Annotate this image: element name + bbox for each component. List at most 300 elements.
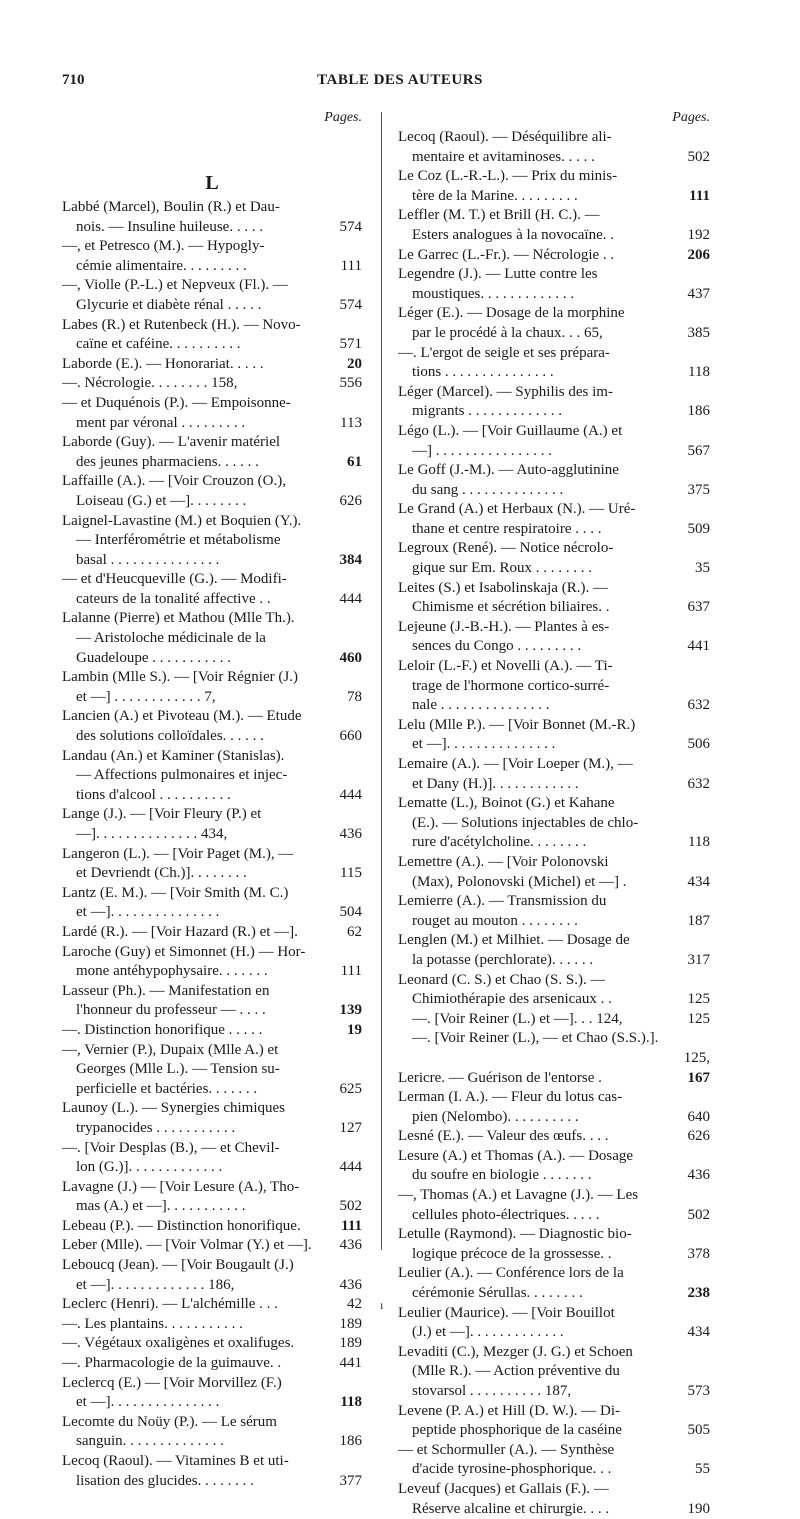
entry-line: [398, 226, 710, 246]
index-entry: [62, 1041, 362, 1100]
page-reference: 167: [687, 1069, 710, 1086]
entry-text: Lelu (Mlle P.). — [Voir Bonnet (M.-R.): [398, 716, 636, 733]
index-entry: [62, 1413, 362, 1452]
entry-text: —. Nécrologie. . . . . . . . 158,: [62, 375, 238, 392]
entry-line: [398, 363, 710, 383]
entry-text: Léger (Marcel). — Syphilis des im-: [398, 383, 613, 400]
entry-line: [62, 962, 362, 982]
entry-line: [62, 1178, 362, 1198]
index-entry: [398, 931, 710, 970]
entry-text: la potasse (perchlorate). . . . . .: [412, 951, 594, 968]
entry-text: trage de l'hormone cortico-surré-: [412, 677, 610, 694]
entry-line: [398, 1206, 710, 1226]
index-entry: [62, 1315, 362, 1335]
page-reference: 385: [687, 324, 710, 341]
entry-line: [398, 735, 710, 755]
entry-text: Launoy (L.). — Synergies chimiques: [62, 1100, 286, 1117]
entry-line: [62, 649, 362, 669]
page-reference: 20: [347, 355, 362, 372]
page-reference: 111: [689, 187, 710, 204]
entry-line: [62, 629, 362, 649]
index-entry: [62, 982, 362, 1021]
page-reference: 444: [339, 590, 362, 607]
entry-line: [62, 1315, 362, 1335]
entry-line: [398, 1362, 710, 1382]
entry-line: [62, 414, 362, 434]
entry-text: Lesné (E.). — Valeur des œufs. . . .: [398, 1128, 609, 1145]
entry-line: [62, 884, 362, 904]
entry-text: Glycurie et diabète rénal . . . . .: [76, 296, 262, 313]
entry-line: [398, 265, 710, 285]
index-entry: [62, 1374, 362, 1413]
page-reference: 378: [687, 1245, 710, 1262]
index-entry: [398, 1343, 710, 1402]
page-reference: 436: [687, 1167, 710, 1184]
entry-line: [62, 1276, 362, 1296]
page-reference: 637: [687, 599, 710, 616]
entry-text: Leloir (L.-F.) et Novelli (A.). — Ti-: [398, 658, 613, 675]
entry-line: [62, 570, 362, 590]
page-reference: 42: [347, 1296, 362, 1313]
entry-line: [62, 707, 362, 727]
entry-line: [398, 1441, 710, 1461]
entry-text: Laborde (Guy). — L'avenir matériel: [62, 434, 281, 451]
entry-line: [62, 551, 362, 571]
entry-line: [62, 943, 362, 963]
entry-text: cémie alimentaire. . . . . . . . .: [76, 257, 247, 274]
page-reference: 113: [340, 414, 362, 431]
entry-text: Lardé (R.). — [Voir Hazard (R.) et —].: [62, 923, 298, 940]
entry-text: — et d'Heucqueville (G.). — Modifi-: [62, 571, 287, 588]
entry-line: [62, 512, 362, 532]
entry-text: Lecoq (Raoul). — Déséquilibre ali-: [398, 129, 612, 145]
entry-line: [62, 1080, 362, 1100]
entry-text: lisation des glucides. . . . . . . .: [76, 1472, 254, 1489]
index-entry: [62, 570, 362, 609]
index-entry: [62, 355, 362, 375]
entry-text: (J.) et —]. . . . . . . . . . . . .: [412, 1324, 564, 1341]
entry-list: [62, 198, 362, 1491]
entry-line: [398, 206, 710, 226]
entry-line: [398, 794, 710, 814]
entry-text: Lange (J.). — [Voir Fleury (P.) et: [62, 806, 262, 823]
index-entry: [398, 755, 710, 794]
index-entry: [398, 383, 710, 422]
entry-line: [398, 775, 710, 795]
entry-line: [62, 1432, 362, 1452]
entry-line: [62, 590, 362, 610]
page-reference: 504: [339, 904, 362, 921]
entry-line: [62, 1099, 362, 1119]
entry-line: [398, 187, 710, 207]
index-entry: [398, 422, 710, 461]
entry-line: [398, 1010, 710, 1030]
index-entry: [62, 805, 362, 844]
entry-line: [398, 1304, 710, 1324]
index-entry: [62, 394, 362, 433]
entry-text: moustiques. . . . . . . . . . . . .: [412, 285, 575, 302]
page-reference: 238: [687, 1285, 710, 1302]
entry-text: Georges (Mlle L.). — Tension su-: [76, 1061, 280, 1078]
index-entry: [62, 1021, 362, 1041]
page-reference: 384: [339, 551, 362, 568]
page-reference: 206: [687, 246, 710, 263]
entry-text: Lemettre (A.). — [Voir Polonovski: [398, 853, 609, 870]
entry-line: [398, 657, 710, 677]
pages-label: Pages.: [324, 110, 362, 125]
entry-text: — Aristoloche médicinale de la: [76, 630, 266, 647]
entry-text: nale . . . . . . . . . . . . . . .: [412, 697, 550, 714]
entry-text: ment par véronal . . . . . . . . .: [76, 414, 246, 431]
entry-text: —, Vernier (P.), Dupaix (Mlle A.) et: [62, 1041, 279, 1058]
page-reference: 436: [339, 1276, 362, 1293]
index-entry: [398, 1225, 710, 1264]
index-entry: [62, 1178, 362, 1217]
entry-text: tions . . . . . . . . . . . . . . .: [412, 364, 554, 381]
entry-line: [62, 1295, 362, 1315]
entry-text: Le Goff (J.-M.). — Auto-agglutinine: [398, 462, 619, 479]
entry-line: [62, 453, 362, 473]
entry-text: (Max), Polonovski (Michel) et —] .: [412, 873, 627, 890]
entry-text: —] . . . . . . . . . . . . . . . .: [412, 442, 552, 459]
entry-line: [398, 539, 710, 559]
entry-line: [398, 304, 710, 324]
page-reference: 61: [347, 453, 362, 470]
right-column: [398, 108, 710, 1519]
entry-line: [398, 422, 710, 442]
entry-line: [398, 461, 710, 481]
entry-text: Lerman (I. A.). — Fleur du lotus cas-: [398, 1089, 623, 1106]
entry-text: (Mlle R.). — Action préventive du: [412, 1363, 620, 1380]
entry-text: Lebeau (P.). — Distinction honorifique.: [62, 1217, 301, 1234]
entry-line: [398, 481, 710, 501]
entry-text: — Affections pulmonaires et injec-: [76, 767, 288, 784]
entry-text: du soufre en biologie . . . . . . .: [412, 1167, 592, 1184]
index-entry: [398, 500, 710, 539]
page-reference: 78: [347, 688, 362, 705]
entry-text: Loiseau (G.) et —]. . . . . . . .: [76, 492, 247, 509]
entry-text: sanguin. . . . . . . . . . . . . .: [76, 1433, 224, 1450]
entry-line: [62, 688, 362, 708]
index-entry: [62, 943, 362, 982]
entry-text: Leclercq (E.) — [Voir Morvillez (F.): [62, 1374, 282, 1391]
page-reference: 626: [339, 492, 362, 509]
entry-text: Le Garrec (L.-Fr.). — Nécrologie . .: [398, 246, 615, 263]
entry-text: Levene (P. A.) et Hill (D. W.). — Di-: [398, 1402, 621, 1419]
index-entry: [398, 1147, 710, 1186]
page-reference: 125,: [683, 1049, 710, 1066]
entry-line: [62, 1158, 362, 1178]
entry-line: [398, 128, 710, 148]
entry-line: [398, 931, 710, 951]
entry-text: stovarsol . . . . . . . . . . 187,: [412, 1383, 572, 1399]
index-entry: [62, 472, 362, 511]
entry-text: —. [Voir Desplas (B.), — et Chevil-: [62, 1139, 280, 1156]
page-reference: 505: [687, 1422, 710, 1439]
entry-line: [398, 1225, 710, 1245]
entry-text: —. Végétaux oxaligènes et oxalifuges.: [62, 1335, 295, 1352]
entry-text: Le Grand (A.) et Herbaux (N.). — Uré-: [398, 501, 636, 518]
entry-line: [398, 873, 710, 893]
entry-text: des solutions colloïdales. . . . . .: [76, 728, 264, 745]
entry-text: —. Pharmacologie de la guimauve. .: [62, 1355, 282, 1372]
entry-line: [62, 355, 362, 375]
entry-text: basal . . . . . . . . . . . . . . .: [76, 551, 220, 568]
page-reference: 571: [339, 336, 362, 353]
entry-text: cateurs de la tonalité affective . .: [76, 590, 271, 607]
page-reference: 567: [687, 442, 710, 459]
entry-line: [62, 257, 362, 277]
index-entry: [398, 1480, 710, 1519]
entry-text: et Dany (H.)]. . . . . . . . . . . .: [412, 775, 579, 792]
entry-line: [398, 1343, 710, 1363]
page-reference: 187: [687, 912, 710, 929]
entry-text: — et Schormuller (A.). — Synthèse: [398, 1441, 615, 1458]
page-reference: 625: [339, 1080, 362, 1097]
entry-line: [398, 1284, 710, 1304]
entry-list: [398, 128, 710, 1519]
entry-text: —. [Voir Reiner (L.), — et Chao (S.S.).].: [412, 1030, 659, 1047]
entry-line: [398, 1127, 710, 1147]
entry-text: Legendre (J.). — Lutte contre les: [398, 266, 598, 283]
running-title: TABLE DES AUTEURS: [317, 72, 483, 88]
entry-text: Leulier (Maurice). — [Voir Bouillot: [398, 1304, 615, 1321]
index-entry: [62, 1295, 362, 1315]
page-reference: 556: [339, 375, 362, 392]
entry-text: et —] . . . . . . . . . . . . 7,: [76, 688, 216, 705]
entry-line: [398, 1421, 710, 1441]
entry-text: Leonard (C. S.) et Chao (S. S.). —: [398, 971, 606, 988]
entry-line: [62, 472, 362, 492]
entry-text: Leulier (A.). — Conférence lors de la: [398, 1265, 624, 1282]
entry-text: tions d'alcool . . . . . . . . . .: [76, 786, 231, 803]
page-reference: 125: [687, 991, 710, 1008]
entry-text: et —]. . . . . . . . . . . . . . .: [412, 736, 556, 753]
entry-text: cellules photo-électriques. . . . .: [412, 1206, 600, 1223]
entry-line: [398, 1264, 710, 1284]
entry-line: [398, 892, 710, 912]
index-entry: [62, 1139, 362, 1178]
page-reference: 192: [687, 226, 710, 243]
entry-line: [62, 1021, 362, 1041]
entry-text: mone antéhypophysaire. . . . . . .: [76, 963, 268, 980]
entry-text: Chimisme et sécrétion biliaires. .: [412, 599, 610, 616]
page-reference: 186: [339, 1433, 362, 1450]
index-entry: [398, 1127, 710, 1147]
entry-text: —, Violle (P.-L.) et Nepveux (Fl.). —: [62, 277, 288, 294]
entry-text: rouget au mouton . . . . . . . .: [412, 912, 578, 929]
entry-line: [62, 923, 362, 943]
entry-line: [62, 982, 362, 1002]
entry-text: rure d'acétylcholine. . . . . . . .: [412, 834, 587, 851]
entry-line: [398, 500, 710, 520]
index-entry: [398, 128, 710, 167]
entry-line: [398, 1108, 710, 1128]
entry-line: [398, 833, 710, 853]
entry-text: Labbé (Marcel), Boulin (R.) et Dau-: [62, 199, 280, 215]
entry-text: et Devriendt (Ch.)]. . . . . . . .: [76, 865, 247, 882]
index-entry: [62, 433, 362, 472]
entry-line: [62, 276, 362, 296]
entry-line: [62, 668, 362, 688]
index-entry: [62, 1256, 362, 1295]
page-reference: 460: [339, 649, 362, 666]
entry-line: [398, 716, 710, 736]
entry-line: [62, 492, 362, 512]
page-reference: 111: [340, 257, 362, 274]
entry-line: [398, 637, 710, 657]
page-reference: 111: [340, 963, 362, 980]
entry-text: Levaditi (C.), Mezger (J. G.) et Schoen: [398, 1343, 633, 1360]
entry-line: [62, 1256, 362, 1276]
entry-line: [62, 237, 362, 257]
entry-line: [398, 559, 710, 579]
entry-line: [398, 1029, 710, 1049]
index-entry: [398, 579, 710, 618]
page-reference: 626: [687, 1128, 710, 1145]
page-reference: 434: [687, 873, 710, 890]
entry-text: Lantz (E. M.). — [Voir Smith (M. C.): [62, 884, 289, 901]
entry-text: Labes (R.) et Rutenbeck (H.). — Novo-: [62, 316, 301, 333]
index-entry: [62, 1236, 362, 1256]
entry-text: des jeunes pharmaciens. . . . . .: [76, 453, 259, 470]
page-reference: 125: [687, 1010, 710, 1027]
entry-text: —, et Petresco (M.). — Hypogly-: [62, 238, 265, 255]
entry-line: [62, 805, 362, 825]
entry-line: [398, 1088, 710, 1108]
entry-line: [398, 755, 710, 775]
entry-text: Leclerc (Henri). — L'alchémille . . .: [62, 1296, 278, 1313]
entry-text: du sang . . . . . . . . . . . . . .: [412, 481, 564, 498]
page-reference: 19: [347, 1021, 362, 1038]
entry-line: [62, 198, 362, 218]
entry-line: [398, 853, 710, 873]
entry-line: [398, 402, 710, 422]
entry-text: Lematte (L.), Boinot (G.) et Kahane: [398, 795, 615, 812]
index-entry: [398, 892, 710, 931]
entry-line: [62, 1041, 362, 1061]
entry-text: Laborde (E.). — Honorariat. . . . .: [62, 355, 264, 372]
entry-line: [62, 296, 362, 316]
entry-text: Lasseur (Ph.). — Manifestation en: [62, 982, 270, 999]
entry-text: Lemaire (A.). — [Voir Loeper (M.), —: [398, 756, 633, 772]
index-entry: [398, 539, 710, 578]
index-entry: [398, 344, 710, 383]
index-entry: [398, 461, 710, 500]
entry-line: [62, 1472, 362, 1492]
page-reference: 139: [339, 1002, 362, 1019]
entry-text: — Interférométrie et métabolisme: [76, 532, 281, 549]
entry-text: Lericre. — Guérison de l'entorse .: [398, 1069, 602, 1086]
entry-text: migrants . . . . . . . . . . . . .: [412, 403, 562, 420]
page-reference: 189: [339, 1335, 362, 1352]
entry-line: [398, 1069, 710, 1089]
entry-line: [62, 1001, 362, 1021]
page-reference: 189: [339, 1315, 362, 1332]
index-entry: [398, 246, 710, 266]
entry-line: [62, 1060, 362, 1080]
entry-text: (E.). — Solutions injectables de chlo-: [412, 814, 639, 831]
entry-text: thane et centre respiratoire . . . .: [412, 520, 602, 537]
index-entry: [398, 206, 710, 245]
entry-text: et —]. . . . . . . . . . . . . 186,: [76, 1276, 235, 1293]
index-entry: [62, 1334, 362, 1354]
entry-text: Lejeune (J.-B.-H.). — Plantes à es-: [398, 618, 610, 635]
entry-text: mentaire et avitaminoses. . . . .: [412, 148, 595, 165]
index-entry: [62, 747, 362, 806]
entry-line: [62, 316, 362, 336]
entry-text: Lemierre (A.). — Transmission du: [398, 893, 607, 910]
index-entry: [398, 1088, 710, 1127]
entry-text: —. Distinction honorifique . . . . .: [62, 1021, 263, 1038]
entry-line: [62, 766, 362, 786]
entry-line: [62, 394, 362, 414]
entry-text: Réserve alcaline et chirurgie. . . .: [412, 1500, 610, 1517]
page-reference: 506: [687, 736, 710, 753]
index-entry: [398, 853, 710, 892]
entry-text: caïne et caféine. . . . . . . . . .: [76, 336, 241, 353]
page-reference: 436: [339, 1237, 362, 1254]
entry-line: [398, 1323, 710, 1343]
entry-line: [62, 218, 362, 238]
entry-line: [398, 1460, 710, 1480]
page-reference: 35: [695, 560, 710, 577]
entry-line: [62, 727, 362, 747]
entry-line: [398, 324, 710, 344]
entry-line: [398, 579, 710, 599]
entry-text: Le Coz (L.-R.-L.). — Prix du minis-: [398, 168, 618, 185]
page-reference: 437: [687, 285, 710, 302]
entry-text: Leffler (M. T.) et Brill (H. C.). —: [398, 207, 600, 224]
entry-text: Leveuf (Jacques) et Gallais (F.). —: [398, 1480, 609, 1497]
entry-text: nois. — Insuline huileuse. . . . .: [76, 218, 264, 235]
entry-line: [398, 618, 710, 638]
entry-line: [62, 845, 362, 865]
entry-text: Lecoq (Raoul). — Vitamines B et uti-: [62, 1453, 289, 1469]
page-reference: 574: [339, 296, 362, 313]
entry-text: peptide phosphorique de la caséine: [412, 1422, 622, 1439]
entry-line: [62, 1236, 362, 1256]
entry-line: [398, 990, 710, 1010]
page-reference: 660: [339, 728, 362, 745]
index-entry: [62, 237, 362, 276]
page-number: 710: [62, 72, 85, 88]
entry-text: Leites (S.) et Isabolinskaja (R.). —: [398, 579, 608, 596]
entry-line: [398, 285, 710, 305]
entry-line: [62, 335, 362, 355]
entry-text: Lecomte du Noüy (P.). — Le sérum: [62, 1413, 277, 1430]
left-column: [62, 108, 362, 1491]
page-reference: 434: [687, 1324, 710, 1341]
page-reference: 573: [687, 1383, 710, 1399]
entry-line: [398, 1166, 710, 1186]
entry-text: —, Thomas (A.) et Lavagne (J.). — Les: [398, 1187, 639, 1204]
index-entry: [398, 657, 710, 716]
entry-text: Landau (An.) et Kaminer (Stanislas).: [62, 747, 285, 764]
index-entry: [62, 1452, 362, 1491]
entry-line: [62, 1217, 362, 1237]
index-entry: [62, 1354, 362, 1374]
index-entry: [62, 884, 362, 923]
index-entry: [398, 167, 710, 206]
index-entry: [62, 316, 362, 355]
entry-text: Laffaille (A.). — [Voir Crouzon (O.),: [62, 473, 286, 490]
entry-text: Lancien (A.) et Pivoteau (M.). — Etude: [62, 708, 302, 725]
page-reference: 190: [687, 1500, 710, 1517]
page-reference: 436: [339, 826, 362, 842]
entry-line: [398, 1382, 710, 1402]
entry-text: mas (A.) et —]. . . . . . . . . . .: [76, 1198, 246, 1215]
